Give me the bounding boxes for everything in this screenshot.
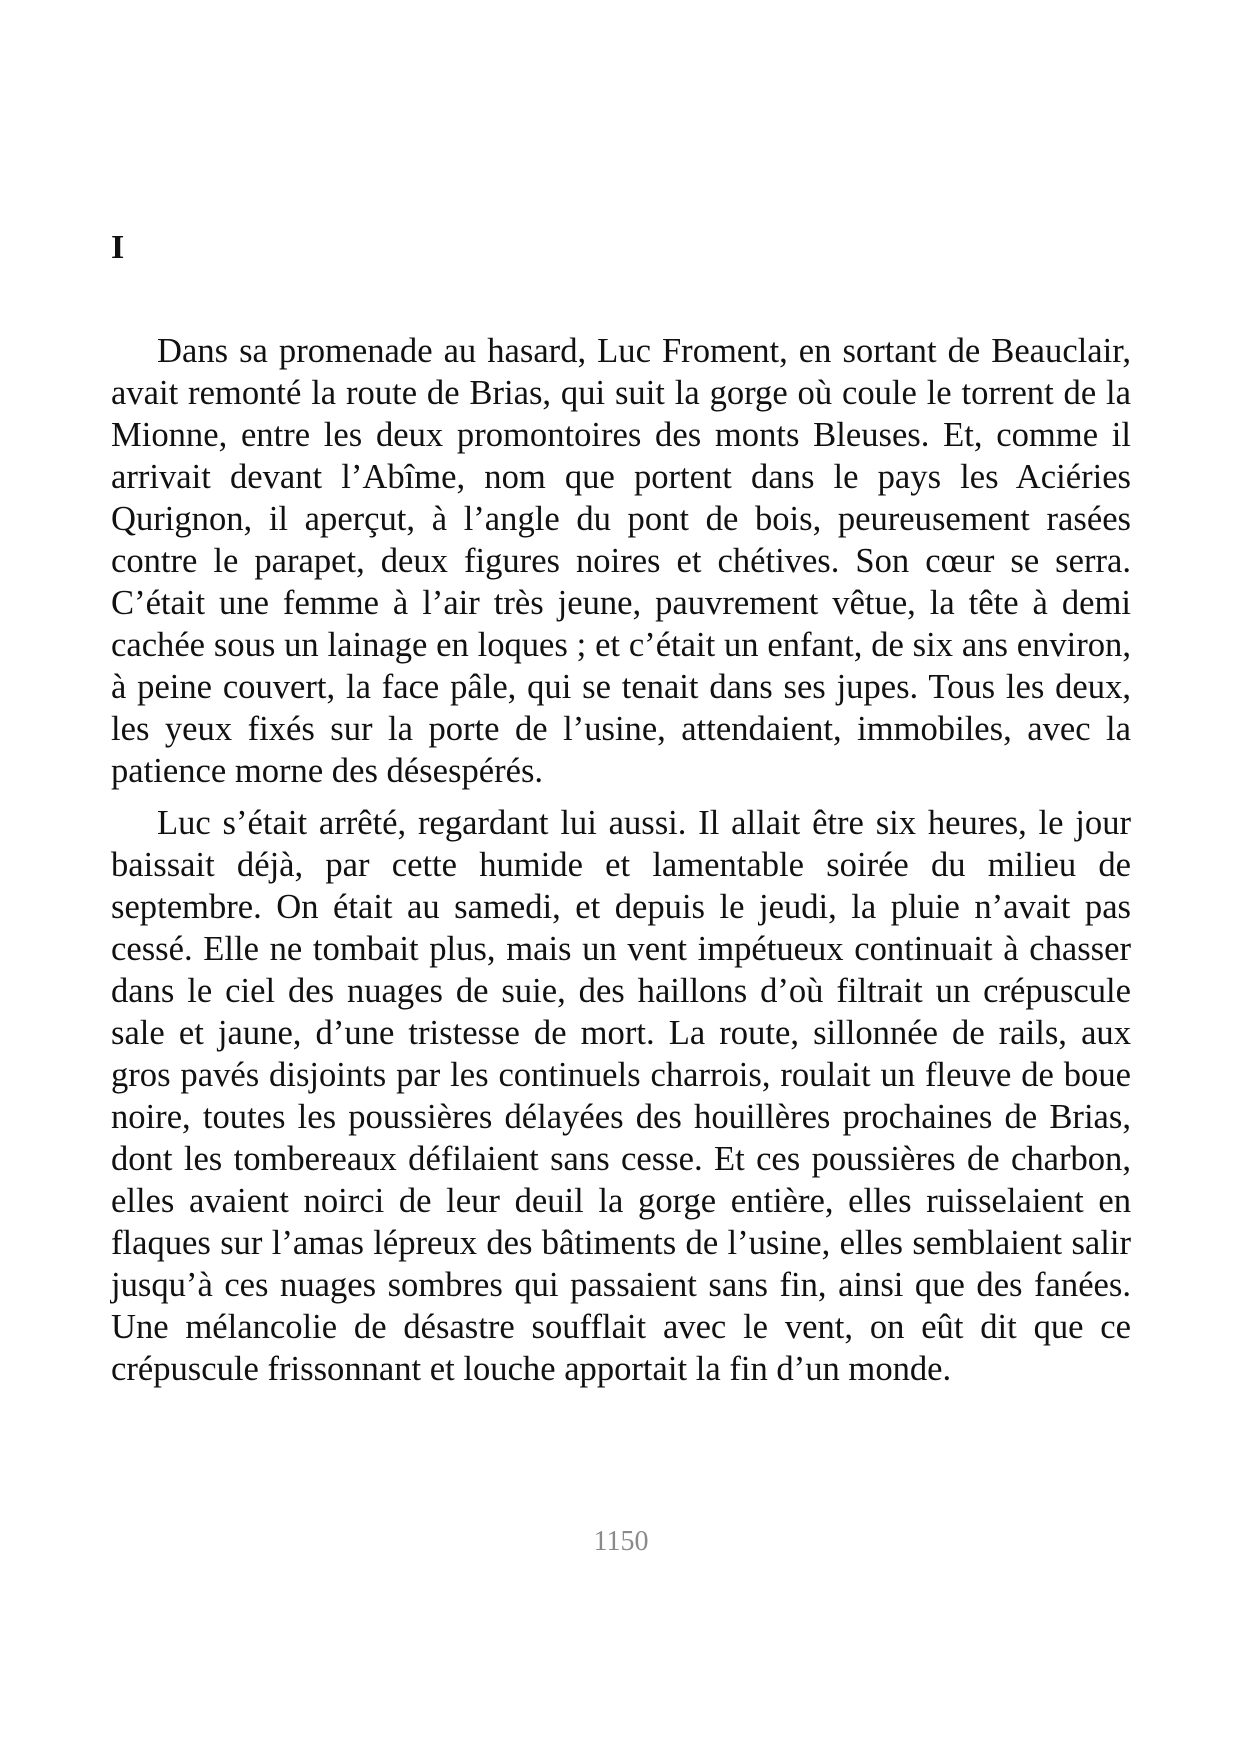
- paragraph-1: Dans sa promenade au hasard, Luc Froment, en sortant de Beauclair, avait remonté la route de Brias, qui suit la gorge où coule le torrent de la Mionne, entre les deux promontoires des monts Bleuses. Et, comme il arrivait devant l’Abîme, nom que portent dans le pays les Aciéries Qurignon, il aperçut, à l’angle du pont de bois, peureusement rasées contre le parapet, deux figures noires et chétives. Son cœur se serra. C’était une femme à l’air très jeune, pauvrement vêtue, la tête à demi cachée sous un lainage en loques ; et c’était un enfant, de six ans environ, à peine couvert, la face pâle, qui se tenait dans ses jupes. Tous les deux, les yeux fixés sur la porte de l’usine, attendaient, immobiles, avec la patience morne des désespérés.: [111, 332, 1131, 790]
- body-text: [111, 330, 1131, 1400]
- paragraph-2: Luc s’était arrêté, regardant lui aussi. Il allait être six heures, le jour baissait déjà, par cette humide et lamentable soirée du milieu de septembre. On était au samedi, et depuis le jeudi, la pluie n’avait pas cessé. Elle ne tombait plus, mais un vent impétueux continuait à chasser dans le ciel des nuages de suie, des haillons d’où filtrait un crépuscule sale et jaune, d’une tristesse de mort. La route, sillonnée de rails, aux gros pavés disjoints par les continuels charrois, roulait un fleuve de boue noire, toutes les poussières délayées des houillères prochaines de Brias, dont les tombereaux défilaient sans cesse. Et ces poussières de charbon, elles avaient noirci de leur deuil la gorge entière, elles ruisselaient en flaques sur l’amas lépreux des bâtiments de l’usine, elles semblaient salir jusqu’à ces nuages sombres qui passaient sans fin, ainsi que des fanées. Une mélancolie de désastre soufflait avec le vent, on eût dit que ce crépuscule frissonnant et louche apportait la fin d’un monde.: [111, 804, 1131, 1388]
- chapter-number: I: [111, 229, 125, 266]
- page-number: 1150: [593, 1526, 649, 1557]
